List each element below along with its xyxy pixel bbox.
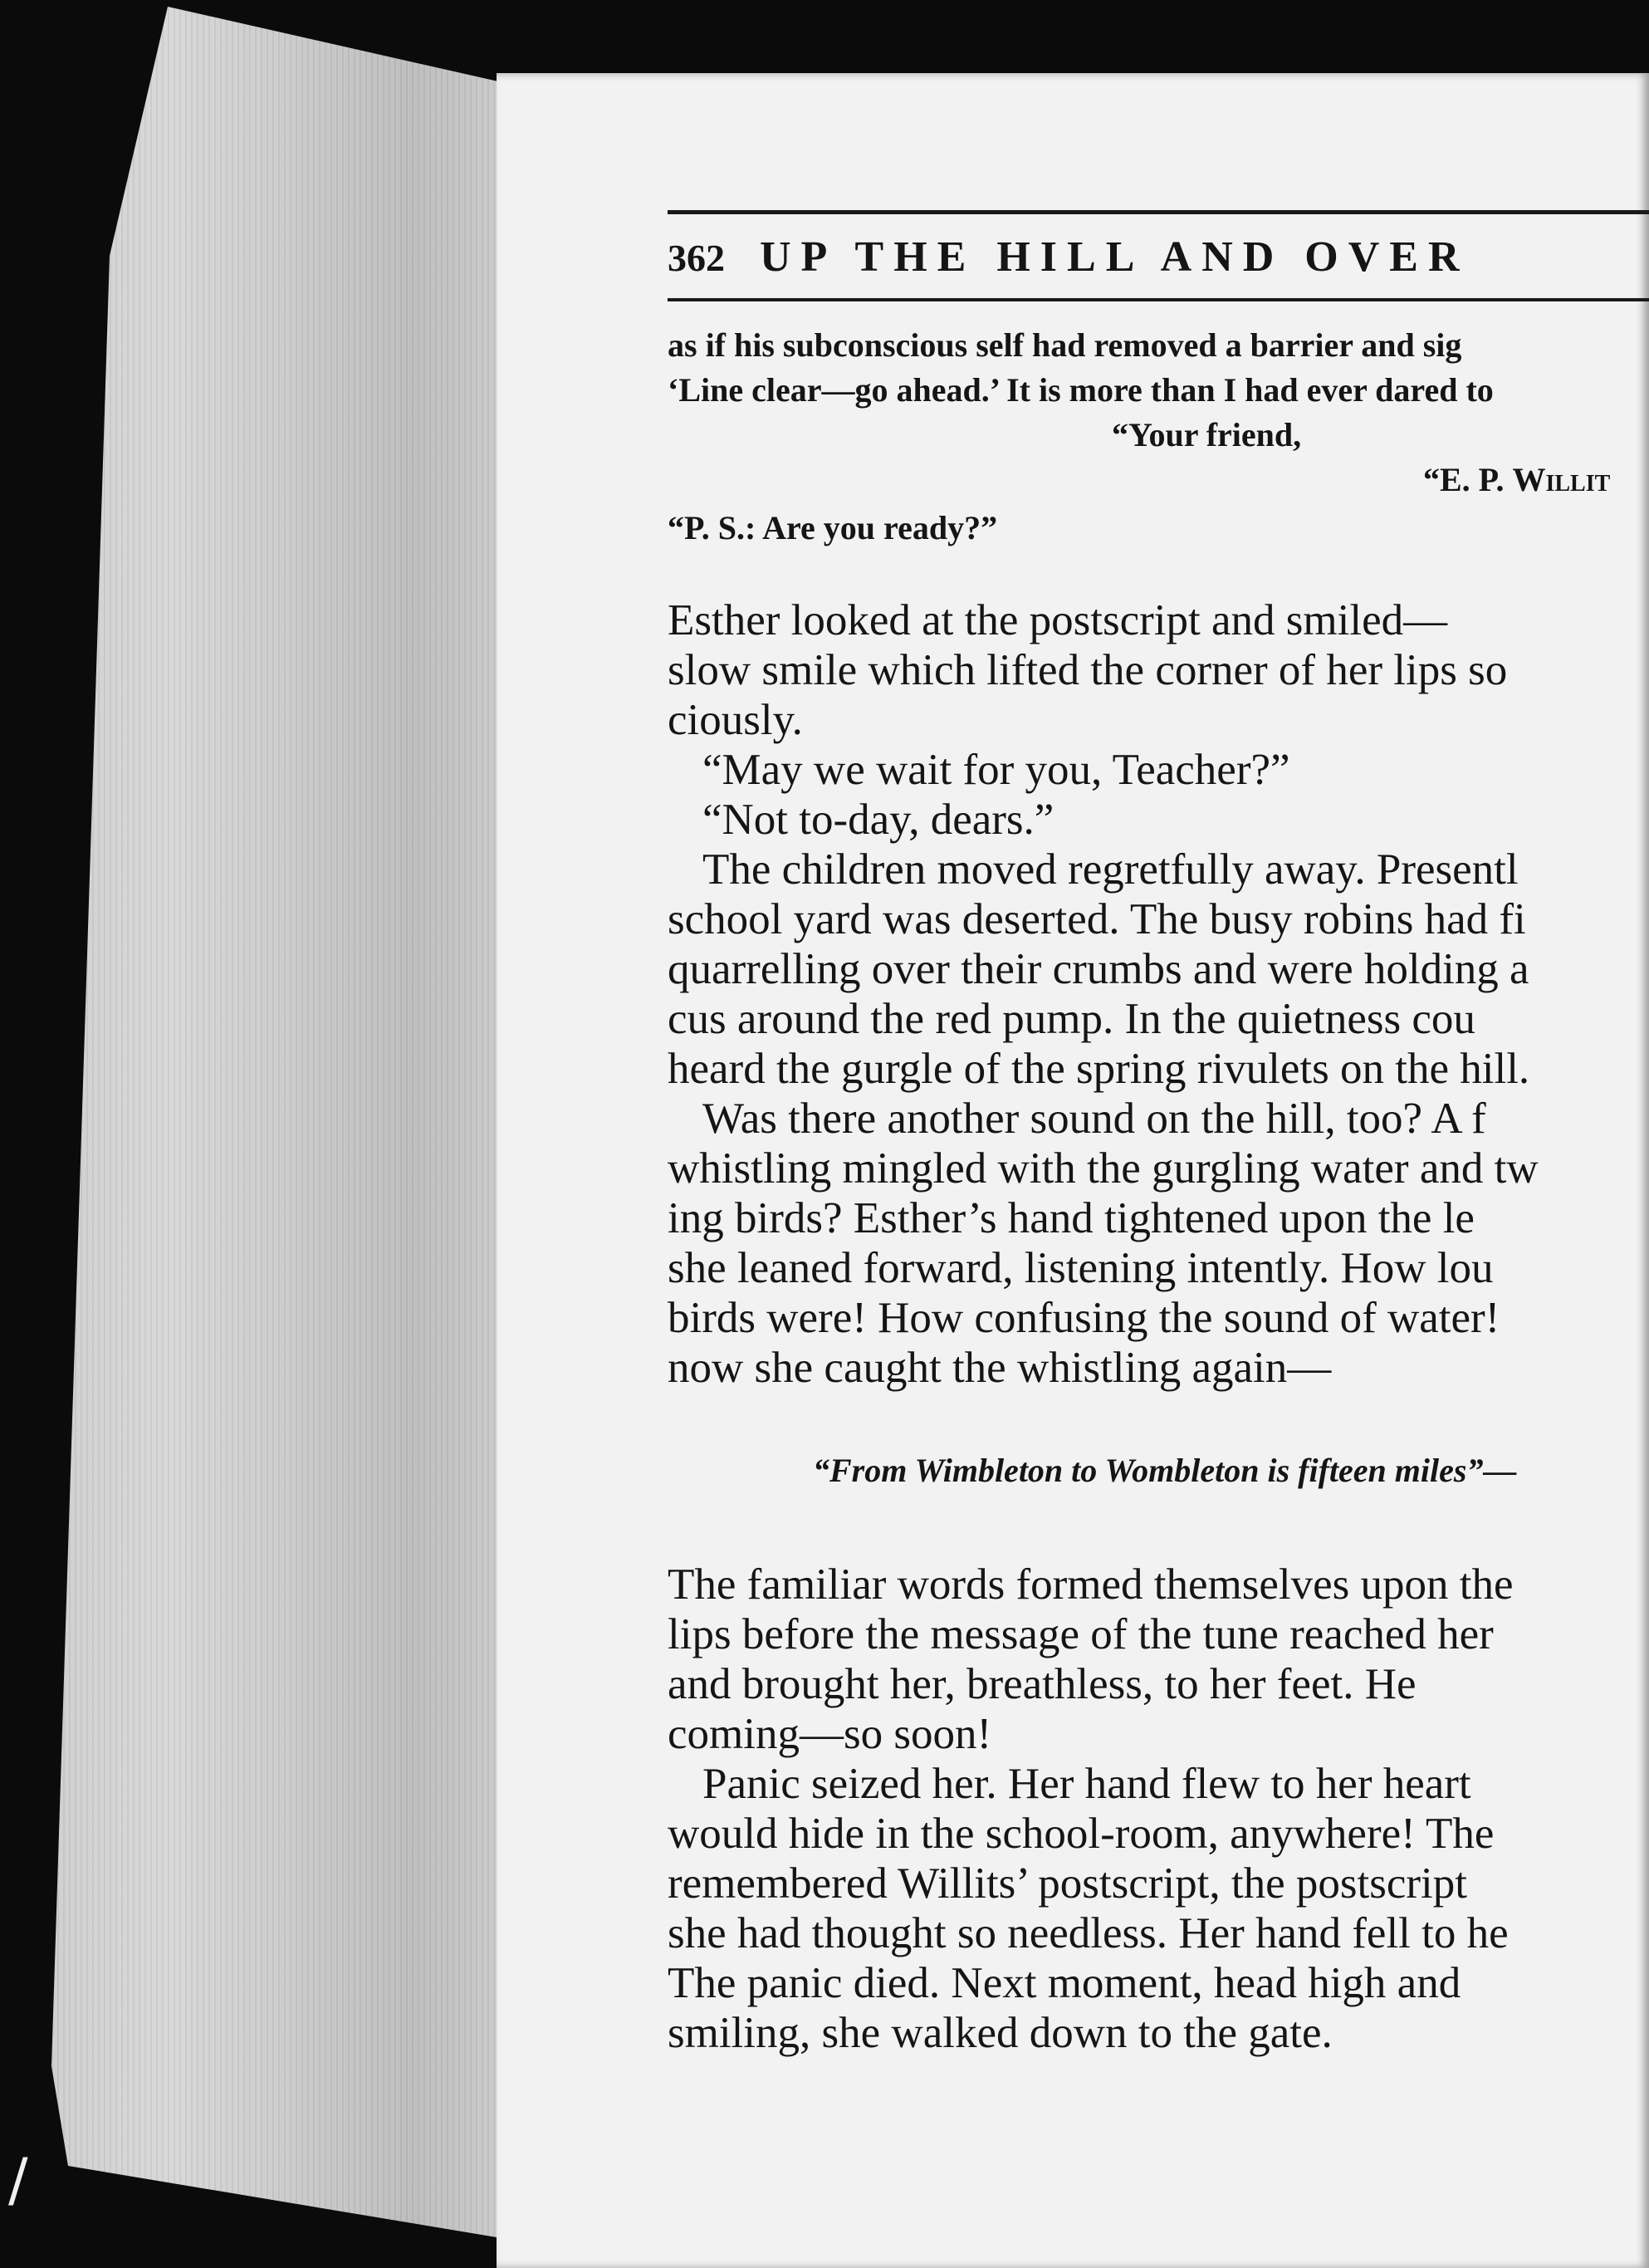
song-verse: “From Wimbleton to Wombleton is fifteen miles”— (813, 1452, 1517, 1489)
body-line: “Not to-day, dears.” (702, 796, 1054, 844)
letter-closing: “Your friend, (1112, 416, 1302, 453)
header-rule-top (668, 210, 1649, 214)
running-header (668, 233, 1649, 282)
body-line: and brought her, breathless, to her feet. He (668, 1660, 1417, 1708)
body-line: she had thought so needless. Her hand fell to he (668, 1909, 1509, 1957)
body-line: Was there another sound on the hill, too? A f (702, 1095, 1486, 1143)
body-line: slow smile which lifted the corner of her lips so (668, 646, 1508, 694)
letter-postscript: “P. S.: Are you ready?” (668, 509, 998, 546)
body-line: The familiar words formed themselves upon the (668, 1560, 1514, 1609)
running-title: UP THE HILL AND OVER (760, 233, 1470, 281)
page-number: 362 (668, 237, 725, 279)
body-line: now she caught the whistling again— (668, 1344, 1332, 1392)
body-line: would hide in the school-room, anywhere! The (668, 1810, 1495, 1858)
book-page-edge (51, 7, 516, 2241)
body-line: remembered Willits’ postscript, the postscript (668, 1859, 1467, 1908)
body-line: quarrelling over their crumbs and were holding a (668, 945, 1529, 993)
body-line: Panic seized her. Her hand flew to her heart (702, 1760, 1471, 1808)
body-line: The children moved regretfully away. Presentl (702, 845, 1519, 894)
signature-name: Willit (1512, 461, 1611, 498)
letter-line: as if his subconscious self had removed a barrier and sig (668, 326, 1462, 364)
pencil-mark: / (8, 2146, 28, 2214)
body-line: whistling mingled with the gurgling water and tw (668, 1144, 1539, 1193)
header-rule-bottom (668, 298, 1649, 301)
letter-line: ‘Line clear—go ahead.’ It is more than I had ever dared to (668, 371, 1494, 409)
body-line: The panic died. Next moment, head high and (668, 1959, 1461, 2007)
body-line: ciously. (668, 696, 803, 744)
body-line: cus around the red pump. In the quietness cou (668, 995, 1475, 1043)
page-content (668, 210, 1649, 2058)
body-line: coming—so soon! (668, 1710, 992, 1758)
body-line: smiling, she walked down to the gate. (668, 2009, 1333, 2057)
body-line: Esther looked at the postscript and smiled— (668, 596, 1448, 644)
body-line: birds were! How confusing the sound of water! (668, 1294, 1500, 1342)
letter-signature (668, 458, 1649, 502)
body-line: lips before the message of the tune reached her (668, 1610, 1494, 1658)
body-line: ing birds? Esther’s hand tightened upon the le (668, 1194, 1475, 1242)
body-line: “May we wait for you, Teacher?” (702, 746, 1290, 794)
body-line: school yard was deserted. The busy robins had fi (668, 895, 1526, 943)
body-line: she leaned forward, listening intently. How lou (668, 1244, 1494, 1292)
book-page (497, 73, 1649, 2268)
signature-prefix: “E. P. (1423, 461, 1513, 498)
body-line: heard the gurgle of the spring rivulets on the hill. (668, 1045, 1530, 1093)
